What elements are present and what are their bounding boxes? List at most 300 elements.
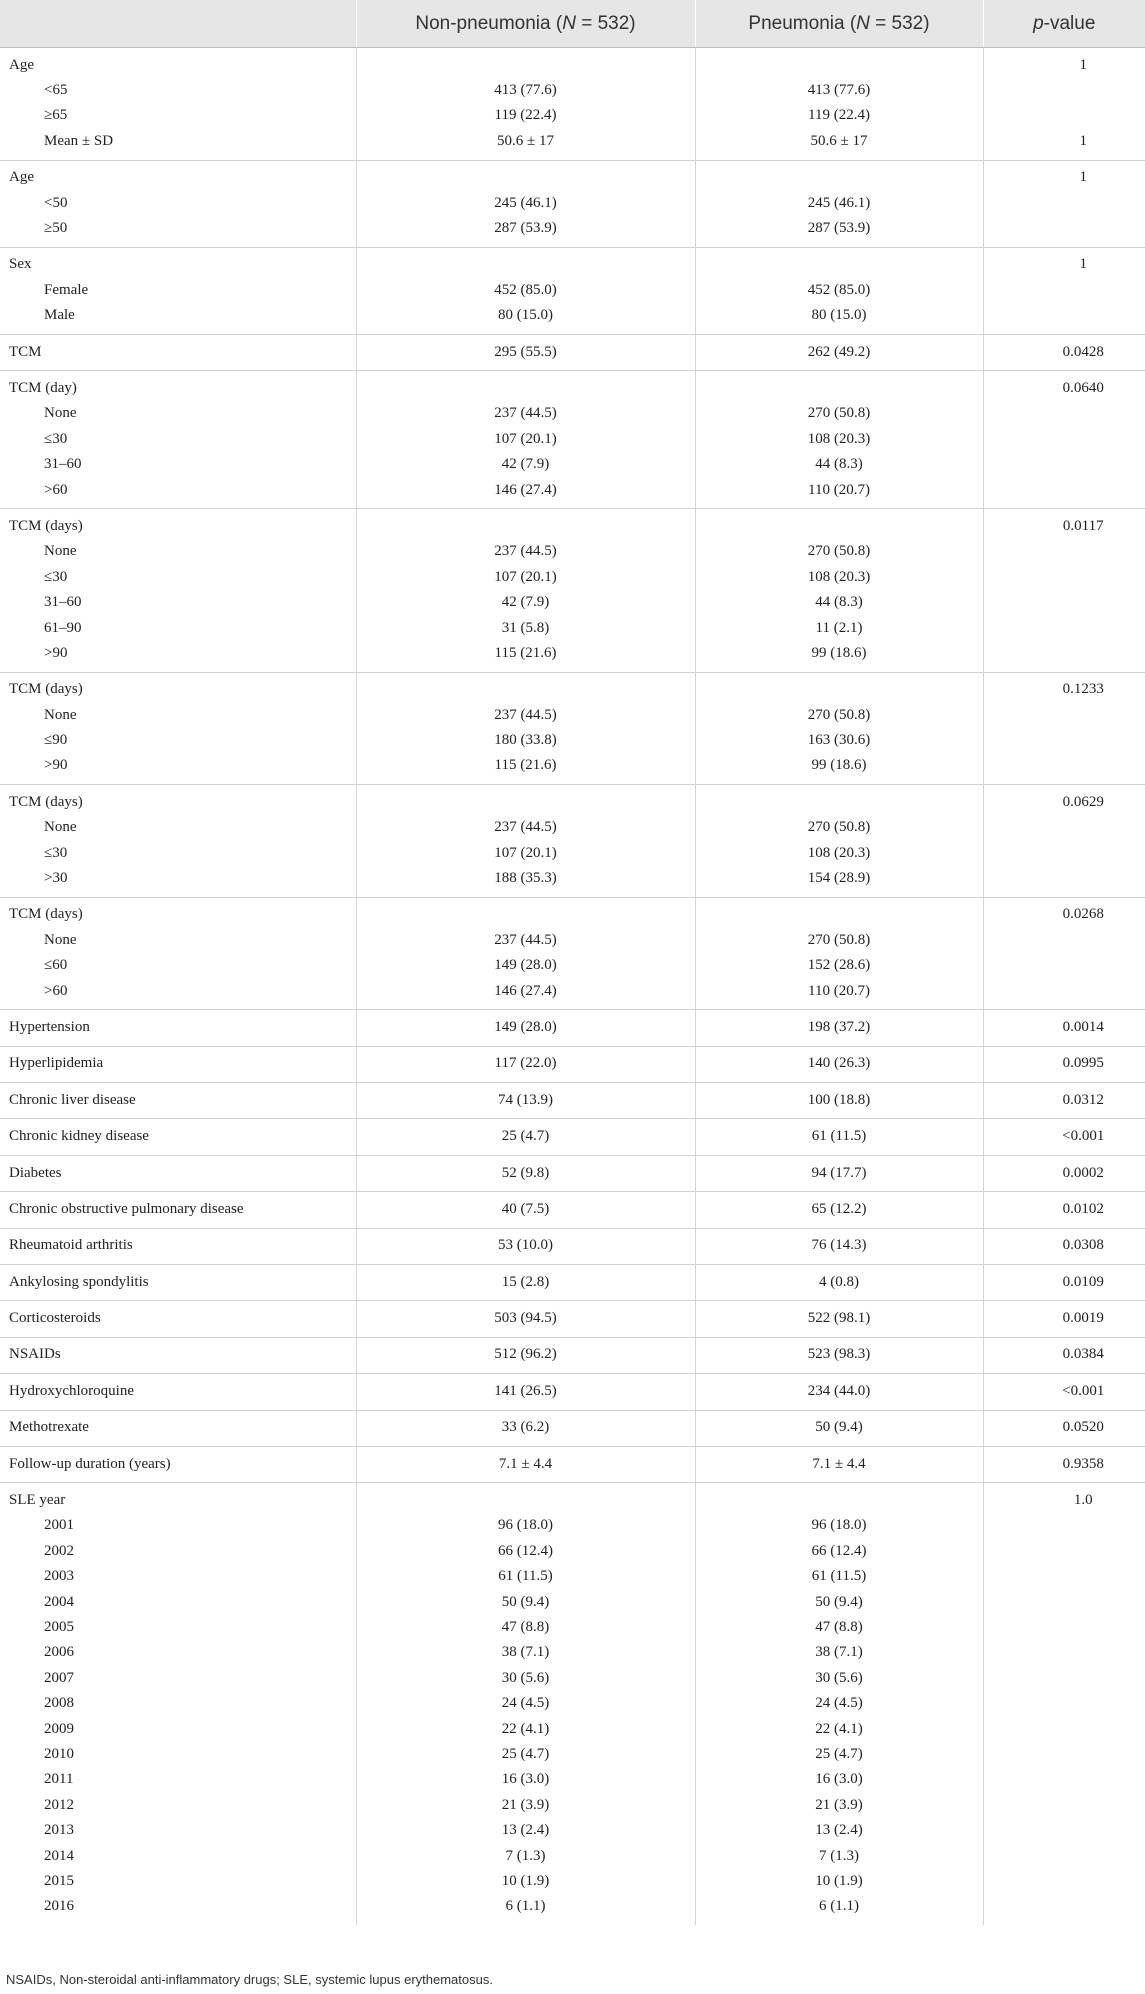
row-label: 2016 xyxy=(0,1894,356,1925)
cell-p-value: 0.0995 xyxy=(1062,1055,1104,1072)
cell-p-value: 1 xyxy=(1079,132,1087,149)
cell-p-value xyxy=(983,840,1145,865)
cell-p-value xyxy=(983,953,1145,978)
table-footnote: NSAIDs, Non-steroidal anti-inflammatory drugs; SLE, systemic lupus erythematosus. xyxy=(6,1972,493,1987)
row-label: >30 xyxy=(0,865,356,897)
row-group xyxy=(0,247,1145,334)
row-label: Chronic kidney disease xyxy=(0,1119,356,1155)
cell-p-value: 0.0117 xyxy=(1062,517,1104,534)
row-label: 2013 xyxy=(0,1817,356,1842)
table-row xyxy=(0,1564,1145,1589)
row-label: 2012 xyxy=(0,1792,356,1817)
cell-non-pneumonia: 42 (7.9) xyxy=(356,589,695,614)
cell-p-value: 0.0014 xyxy=(1062,1018,1104,1035)
cell-pneumonia: 38 (7.1) xyxy=(695,1640,983,1665)
cell-p-value xyxy=(983,1589,1145,1614)
row-group xyxy=(0,334,1145,370)
table-row xyxy=(0,815,1145,840)
cell-non-pneumonia xyxy=(356,247,695,277)
cell-non-pneumonia: 40 (7.5) xyxy=(356,1192,695,1228)
cell-non-pneumonia: 53 (10.0) xyxy=(356,1228,695,1264)
table-row xyxy=(0,865,1145,897)
cell-pneumonia: 99 (18.6) xyxy=(695,753,983,785)
row-label: 2014 xyxy=(0,1843,356,1868)
cell-pneumonia: 262 (49.2) xyxy=(695,334,983,370)
row-group xyxy=(0,371,1145,509)
cell-non-pneumonia: 107 (20.1) xyxy=(356,426,695,451)
table-row xyxy=(0,160,1145,190)
cell-non-pneumonia: 15 (2.8) xyxy=(356,1265,695,1301)
table-row xyxy=(0,589,1145,614)
table-row xyxy=(0,1716,1145,1741)
row-label: 2005 xyxy=(0,1614,356,1639)
table-row xyxy=(0,1589,1145,1614)
cell-non-pneumonia xyxy=(356,1483,695,1513)
cell-pneumonia: 452 (85.0) xyxy=(695,277,983,302)
row-label: SLE year xyxy=(0,1483,356,1513)
cell-pneumonia: 99 (18.6) xyxy=(695,640,983,672)
table-row xyxy=(0,978,1145,1010)
table-row xyxy=(0,1301,1145,1337)
cell-pneumonia: 119 (22.4) xyxy=(695,103,983,128)
table-row xyxy=(0,1843,1145,1868)
row-label: Corticosteroids xyxy=(0,1301,356,1337)
cell-p-value xyxy=(983,865,1145,897)
cell-pneumonia: 66 (12.4) xyxy=(695,1538,983,1563)
row-label: TCM (day) xyxy=(0,371,356,401)
table-row xyxy=(0,277,1145,302)
cell-non-pneumonia: 21 (3.9) xyxy=(356,1792,695,1817)
header-p-value: p-value xyxy=(983,0,1145,48)
cell-non-pneumonia: 413 (77.6) xyxy=(356,77,695,102)
cell-p-value xyxy=(983,727,1145,752)
cell-pneumonia: 245 (46.1) xyxy=(695,190,983,215)
cell-non-pneumonia: 47 (8.8) xyxy=(356,1614,695,1639)
cell-pneumonia xyxy=(695,785,983,815)
row-label: Sex xyxy=(0,247,356,277)
row-label: Chronic obstructive pulmonary disease xyxy=(0,1192,356,1228)
row-label: None xyxy=(0,927,356,952)
row-label: 2002 xyxy=(0,1538,356,1563)
row-group xyxy=(0,1446,1145,1482)
table-row xyxy=(0,727,1145,752)
cell-non-pneumonia xyxy=(356,160,695,190)
row-label: ≥65 xyxy=(0,103,356,128)
row-label: ≤60 xyxy=(0,953,356,978)
cell-pneumonia: 234 (44.0) xyxy=(695,1374,983,1410)
cell-pneumonia xyxy=(695,371,983,401)
table-row xyxy=(0,539,1145,564)
table-row xyxy=(0,103,1145,128)
table-row xyxy=(0,640,1145,672)
cell-pneumonia: 270 (50.8) xyxy=(695,539,983,564)
cell-non-pneumonia: 245 (46.1) xyxy=(356,190,695,215)
row-label: Chronic liver disease xyxy=(0,1083,356,1119)
table-row xyxy=(0,1665,1145,1690)
row-group xyxy=(0,897,1145,1010)
table-row xyxy=(0,426,1145,451)
cell-pneumonia: 24 (4.5) xyxy=(695,1690,983,1715)
cell-non-pneumonia: 146 (27.4) xyxy=(356,978,695,1010)
row-label: 2015 xyxy=(0,1868,356,1893)
cell-pneumonia: 270 (50.8) xyxy=(695,702,983,727)
table-row xyxy=(0,785,1145,815)
cell-non-pneumonia: 107 (20.1) xyxy=(356,840,695,865)
cell-p-value: 0.0268 xyxy=(1062,906,1104,923)
cell-p-value: 0.0308 xyxy=(1062,1237,1104,1254)
table-row xyxy=(0,215,1145,247)
row-label: Age xyxy=(0,160,356,190)
table-row xyxy=(0,672,1145,702)
cell-non-pneumonia: 38 (7.1) xyxy=(356,1640,695,1665)
cell-pneumonia: 30 (5.6) xyxy=(695,1665,983,1690)
cell-non-pneumonia: 33 (6.2) xyxy=(356,1410,695,1446)
table-row xyxy=(0,1046,1145,1082)
cell-p-value xyxy=(983,1640,1145,1665)
cell-p-value xyxy=(983,1741,1145,1766)
table-row xyxy=(0,1894,1145,1925)
cell-p-value: 0.0312 xyxy=(1062,1091,1104,1108)
table-row xyxy=(0,1446,1145,1482)
cell-pneumonia: 50.6 ± 17 xyxy=(695,128,983,160)
cell-pneumonia: 522 (98.1) xyxy=(695,1301,983,1337)
table-row xyxy=(0,190,1145,215)
cell-pneumonia: 163 (30.6) xyxy=(695,727,983,752)
cell-non-pneumonia: 237 (44.5) xyxy=(356,702,695,727)
cell-pneumonia: 96 (18.0) xyxy=(695,1513,983,1538)
header-pneumonia: Pneumonia (N = 532) xyxy=(695,0,983,48)
row-group xyxy=(0,1265,1145,1301)
cell-non-pneumonia: 25 (4.7) xyxy=(356,1741,695,1766)
table-row xyxy=(0,564,1145,589)
cell-non-pneumonia: 74 (13.9) xyxy=(356,1083,695,1119)
row-label: None xyxy=(0,702,356,727)
row-group xyxy=(0,672,1145,785)
cell-p-value xyxy=(983,426,1145,451)
cell-pneumonia xyxy=(695,672,983,702)
cell-p-value xyxy=(983,702,1145,727)
cell-non-pneumonia: 6 (1.1) xyxy=(356,1894,695,1925)
row-label: 2011 xyxy=(0,1767,356,1792)
cell-pneumonia xyxy=(695,160,983,190)
cell-p-value xyxy=(983,103,1145,128)
cell-pneumonia xyxy=(695,1483,983,1513)
row-label: >60 xyxy=(0,477,356,509)
row-label: NSAIDs xyxy=(0,1337,356,1373)
row-label: 2001 xyxy=(0,1513,356,1538)
cell-non-pneumonia: 115 (21.6) xyxy=(356,753,695,785)
cell-pneumonia: 76 (14.3) xyxy=(695,1228,983,1264)
table-row xyxy=(0,927,1145,952)
table-row xyxy=(0,1228,1145,1264)
cell-pneumonia: 80 (15.0) xyxy=(695,303,983,335)
table-row xyxy=(0,1741,1145,1766)
table-row xyxy=(0,371,1145,401)
cell-non-pneumonia xyxy=(356,371,695,401)
row-group xyxy=(0,785,1145,898)
cell-pneumonia: 270 (50.8) xyxy=(695,401,983,426)
cell-non-pneumonia: 452 (85.0) xyxy=(356,277,695,302)
cell-pneumonia: 61 (11.5) xyxy=(695,1564,983,1589)
cell-pneumonia: 22 (4.1) xyxy=(695,1716,983,1741)
row-group xyxy=(0,509,1145,672)
table-row xyxy=(0,48,1145,78)
cell-pneumonia: 13 (2.4) xyxy=(695,1817,983,1842)
cell-pneumonia: 140 (26.3) xyxy=(695,1046,983,1082)
row-label: Ankylosing spondylitis xyxy=(0,1265,356,1301)
row-label: Hypertension xyxy=(0,1010,356,1046)
cell-p-value: 0.1233 xyxy=(1062,681,1104,698)
cell-non-pneumonia: 237 (44.5) xyxy=(356,815,695,840)
row-label: ≤30 xyxy=(0,426,356,451)
cell-pneumonia: 65 (12.2) xyxy=(695,1192,983,1228)
row-label: Rheumatoid arthritis xyxy=(0,1228,356,1264)
cell-non-pneumonia: 31 (5.8) xyxy=(356,615,695,640)
cell-pneumonia: 108 (20.3) xyxy=(695,840,983,865)
cell-non-pneumonia: 30 (5.6) xyxy=(356,1665,695,1690)
table-row xyxy=(0,247,1145,277)
cell-non-pneumonia: 188 (35.3) xyxy=(356,865,695,897)
cell-p-value xyxy=(983,927,1145,952)
row-group xyxy=(0,1228,1145,1264)
cell-pneumonia: 100 (18.8) xyxy=(695,1083,983,1119)
cell-pneumonia: 10 (1.9) xyxy=(695,1868,983,1893)
cell-non-pneumonia: 7.1 ± 4.4 xyxy=(356,1446,695,1482)
table-row xyxy=(0,509,1145,539)
table-row xyxy=(0,1083,1145,1119)
header-variable xyxy=(0,0,356,48)
row-label: 2003 xyxy=(0,1564,356,1589)
cell-p-value xyxy=(983,215,1145,247)
cell-non-pneumonia: 80 (15.0) xyxy=(356,303,695,335)
cell-pneumonia: 198 (37.2) xyxy=(695,1010,983,1046)
cell-non-pneumonia: 287 (53.9) xyxy=(356,215,695,247)
header-row xyxy=(0,0,1145,48)
cell-p-value xyxy=(983,1538,1145,1563)
cell-non-pneumonia: 149 (28.0) xyxy=(356,1010,695,1046)
row-label: TCM (days) xyxy=(0,785,356,815)
table-row xyxy=(0,1410,1145,1446)
cell-p-value: 1 xyxy=(1079,256,1087,273)
cell-p-value: 0.0002 xyxy=(1062,1164,1104,1181)
cell-pneumonia: 270 (50.8) xyxy=(695,927,983,952)
cell-pneumonia: 25 (4.7) xyxy=(695,1741,983,1766)
cell-non-pneumonia: 107 (20.1) xyxy=(356,564,695,589)
cell-pneumonia: 50 (9.4) xyxy=(695,1410,983,1446)
table-row xyxy=(0,1374,1145,1410)
header-non-pneumonia: Non-pneumonia (N = 532) xyxy=(356,0,695,48)
row-label: <65 xyxy=(0,77,356,102)
cell-p-value: 0.0428 xyxy=(1062,343,1104,360)
table-row xyxy=(0,334,1145,370)
row-label: TCM xyxy=(0,334,356,370)
row-group xyxy=(0,1374,1145,1410)
table-row xyxy=(0,897,1145,927)
row-label: Mean ± SD xyxy=(0,128,356,160)
table-row xyxy=(0,615,1145,640)
row-group xyxy=(0,1046,1145,1082)
table-row xyxy=(0,753,1145,785)
cell-pneumonia: 7.1 ± 4.4 xyxy=(695,1446,983,1482)
cell-non-pneumonia: 10 (1.9) xyxy=(356,1868,695,1893)
table-row xyxy=(0,451,1145,476)
cell-non-pneumonia: 42 (7.9) xyxy=(356,451,695,476)
row-label: Female xyxy=(0,277,356,302)
cell-non-pneumonia: 237 (44.5) xyxy=(356,401,695,426)
row-label: None xyxy=(0,539,356,564)
cell-p-value xyxy=(983,1513,1145,1538)
cell-p-value xyxy=(983,615,1145,640)
row-label: Hydroxychloroquine xyxy=(0,1374,356,1410)
table-header xyxy=(0,0,1145,48)
row-group xyxy=(0,1337,1145,1373)
table-row xyxy=(0,702,1145,727)
row-label: 2008 xyxy=(0,1690,356,1715)
cell-pneumonia: 44 (8.3) xyxy=(695,451,983,476)
row-label: Follow-up duration (years) xyxy=(0,1446,356,1482)
cell-p-value: 0.0384 xyxy=(1062,1346,1104,1363)
cell-p-value: <0.001 xyxy=(1062,1382,1105,1399)
row-group xyxy=(0,1010,1145,1046)
cell-non-pneumonia: 66 (12.4) xyxy=(356,1538,695,1563)
table-row xyxy=(0,1192,1145,1228)
row-label: None xyxy=(0,401,356,426)
cell-pneumonia: 108 (20.3) xyxy=(695,564,983,589)
row-group xyxy=(0,1410,1145,1446)
table-row xyxy=(0,77,1145,102)
row-label: Age xyxy=(0,48,356,78)
row-label: 2009 xyxy=(0,1716,356,1741)
cell-non-pneumonia: 13 (2.4) xyxy=(356,1817,695,1842)
table-row xyxy=(0,303,1145,335)
row-label: >90 xyxy=(0,753,356,785)
table-row xyxy=(0,1690,1145,1715)
table-row xyxy=(0,953,1145,978)
row-label: TCM (days) xyxy=(0,509,356,539)
cell-pneumonia: 50 (9.4) xyxy=(695,1589,983,1614)
cell-pneumonia: 110 (20.7) xyxy=(695,978,983,1010)
cell-pneumonia: 152 (28.6) xyxy=(695,953,983,978)
cell-p-value xyxy=(983,564,1145,589)
cell-p-value: 1 xyxy=(1079,169,1087,186)
cell-non-pneumonia: 512 (96.2) xyxy=(356,1337,695,1373)
cell-non-pneumonia: 16 (3.0) xyxy=(356,1767,695,1792)
table-row xyxy=(0,1513,1145,1538)
cell-non-pneumonia: 119 (22.4) xyxy=(356,103,695,128)
row-label: Hyperlipidemia xyxy=(0,1046,356,1082)
row-label: TCM (days) xyxy=(0,672,356,702)
cell-non-pneumonia xyxy=(356,785,695,815)
row-label: 2006 xyxy=(0,1640,356,1665)
table-row xyxy=(0,1614,1145,1639)
cell-non-pneumonia: 141 (26.5) xyxy=(356,1374,695,1410)
cell-p-value xyxy=(983,277,1145,302)
table-row xyxy=(0,1817,1145,1842)
row-label: 61–90 xyxy=(0,615,356,640)
cell-pneumonia: 21 (3.9) xyxy=(695,1792,983,1817)
row-label: TCM (days) xyxy=(0,897,356,927)
cell-pneumonia: 4 (0.8) xyxy=(695,1265,983,1301)
cell-non-pneumonia: 503 (94.5) xyxy=(356,1301,695,1337)
cell-p-value xyxy=(983,451,1145,476)
table-row xyxy=(0,1538,1145,1563)
cell-non-pneumonia: 50 (9.4) xyxy=(356,1589,695,1614)
cell-non-pneumonia: 50.6 ± 17 xyxy=(356,128,695,160)
table-row xyxy=(0,1483,1145,1513)
row-label: >90 xyxy=(0,640,356,672)
cell-p-value xyxy=(983,77,1145,102)
row-group xyxy=(0,1301,1145,1337)
row-label: Male xyxy=(0,303,356,335)
row-label: 31–60 xyxy=(0,589,356,614)
cell-p-value xyxy=(983,1665,1145,1690)
cell-non-pneumonia: 295 (55.5) xyxy=(356,334,695,370)
cell-p-value xyxy=(983,753,1145,785)
row-group xyxy=(0,1192,1145,1228)
cell-pneumonia: 108 (20.3) xyxy=(695,426,983,451)
table-row xyxy=(0,840,1145,865)
cell-non-pneumonia: 61 (11.5) xyxy=(356,1564,695,1589)
cell-pneumonia xyxy=(695,509,983,539)
row-label: 31–60 xyxy=(0,451,356,476)
cell-p-value xyxy=(983,190,1145,215)
cell-p-value: 1.0 xyxy=(1073,1492,1093,1509)
table-row xyxy=(0,1119,1145,1155)
table-row xyxy=(0,1640,1145,1665)
cell-p-value xyxy=(983,539,1145,564)
cell-pneumonia: 413 (77.6) xyxy=(695,77,983,102)
row-label: Diabetes xyxy=(0,1155,356,1191)
cell-pneumonia: 94 (17.7) xyxy=(695,1155,983,1191)
cell-p-value xyxy=(983,1843,1145,1868)
cell-p-value xyxy=(983,589,1145,614)
cell-p-value xyxy=(983,978,1145,1010)
cell-p-value xyxy=(983,303,1145,335)
cell-p-value xyxy=(983,401,1145,426)
cell-p-value: 0.9358 xyxy=(1062,1455,1104,1472)
row-label: 2010 xyxy=(0,1741,356,1766)
cell-non-pneumonia: 52 (9.8) xyxy=(356,1155,695,1191)
cell-non-pneumonia: 180 (33.8) xyxy=(356,727,695,752)
cell-p-value: <0.001 xyxy=(1062,1128,1105,1145)
row-group xyxy=(0,48,1145,161)
row-group xyxy=(0,1119,1145,1155)
cell-p-value xyxy=(983,1614,1145,1639)
cell-non-pneumonia: 237 (44.5) xyxy=(356,539,695,564)
row-group xyxy=(0,1083,1145,1119)
table-row xyxy=(0,1010,1145,1046)
cell-p-value xyxy=(983,1868,1145,1893)
table-row xyxy=(0,401,1145,426)
row-label: 2004 xyxy=(0,1589,356,1614)
row-group xyxy=(0,1483,1145,1925)
row-label: Methotrexate xyxy=(0,1410,356,1446)
cell-non-pneumonia xyxy=(356,48,695,78)
table-row xyxy=(0,128,1145,160)
cell-pneumonia: 16 (3.0) xyxy=(695,1767,983,1792)
cell-non-pneumonia: 117 (22.0) xyxy=(356,1046,695,1082)
cell-non-pneumonia: 25 (4.7) xyxy=(356,1119,695,1155)
cell-non-pneumonia: 22 (4.1) xyxy=(356,1716,695,1741)
cell-pneumonia: 523 (98.3) xyxy=(695,1337,983,1373)
row-label: ≤90 xyxy=(0,727,356,752)
cell-p-value xyxy=(983,1564,1145,1589)
cell-pneumonia: 270 (50.8) xyxy=(695,815,983,840)
row-label: None xyxy=(0,815,356,840)
cell-non-pneumonia: 115 (21.6) xyxy=(356,640,695,672)
table-row xyxy=(0,1265,1145,1301)
cell-p-value: 0.0629 xyxy=(1062,793,1104,810)
